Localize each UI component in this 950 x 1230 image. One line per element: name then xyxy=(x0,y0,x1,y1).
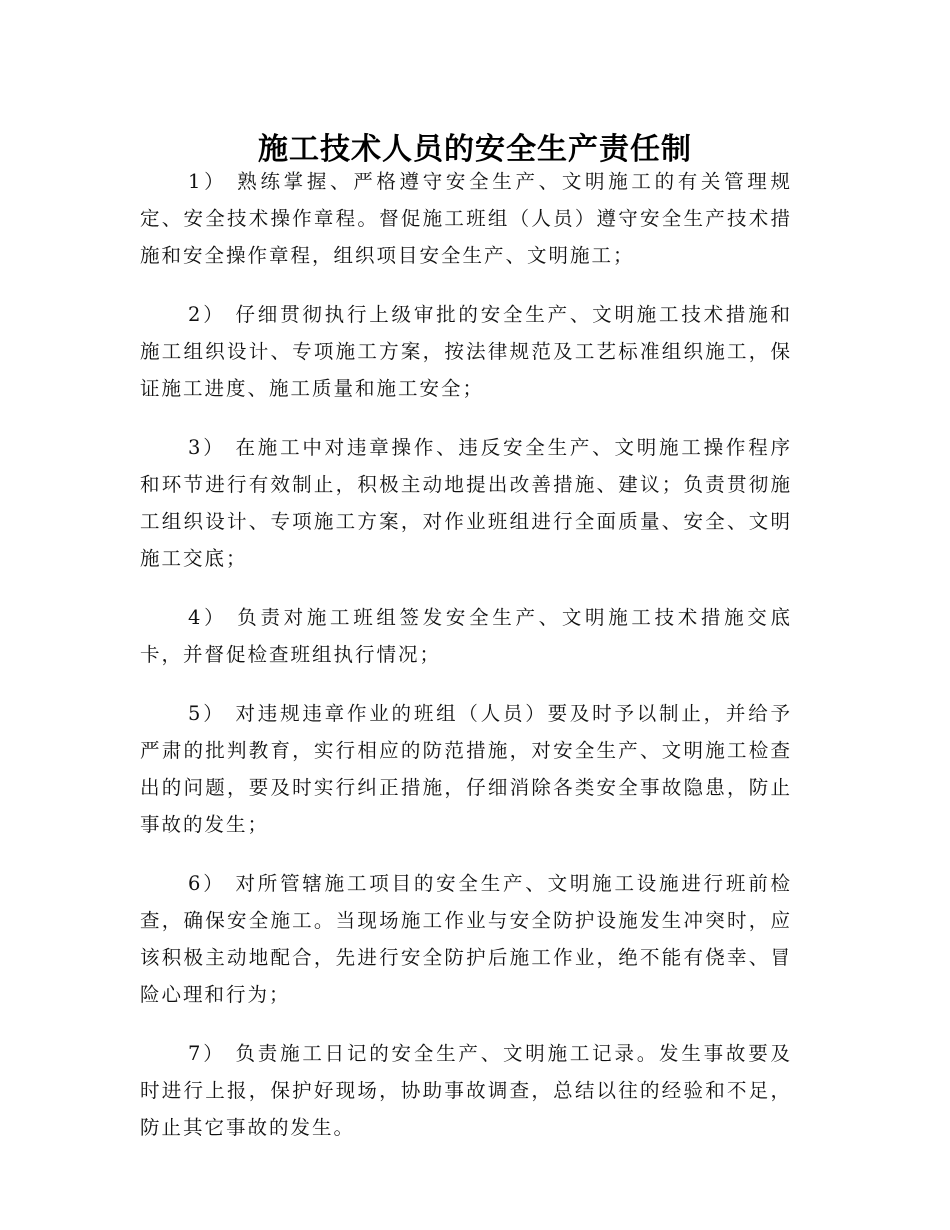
paragraph-1 xyxy=(140,163,792,274)
paragraph-number: 5） xyxy=(188,702,226,725)
paragraph-number: 4） xyxy=(188,606,228,629)
paragraph-number: 6） xyxy=(188,872,226,895)
paragraph-4 xyxy=(140,599,792,673)
document-title: 施工技术人员的安全生产责任制 xyxy=(258,132,692,168)
paragraph-text: 负责施工日记的安全生产、文明施工记录。发生事故要及时进行上报，保护好现场，协助事故调查，总结以往的经验和不足，防止其它事故的发生。 xyxy=(140,1042,792,1139)
paragraph-text: 对违规违章作业的班组（人员）要及时予以制止，并给予严肃的批判教育，实行相应的防范措施，对安全生产、文明施工检查出的问题，要及时实行纠正措施，仔细消除各类安全事故隐患，防止事故的发生； xyxy=(140,702,792,836)
paragraph-6 xyxy=(140,865,792,1013)
paragraph-text: 仔细贯彻执行上级审批的安全生产、文明施工技术措施和施工组织设计、专项施工方案，按法律规范及工艺标准组织施工，保证施工进度、施工质量和施工安全； xyxy=(140,303,792,400)
paragraph-text: 熟练掌握、严格遵守安全生产、文明施工的有关管理规定、安全技术操作章程。督促施工班组（人员）遵守安全生产技术措施和安全操作章程，组织项目安全生产、文明施工； xyxy=(140,170,792,267)
paragraph-7 xyxy=(140,1035,792,1146)
paragraph-number: 2） xyxy=(188,303,226,326)
paragraph-number: 1） xyxy=(188,170,228,193)
paragraph-5 xyxy=(140,695,792,843)
paragraph-number: 3） xyxy=(188,436,226,459)
paragraph-number: 7） xyxy=(188,1042,226,1065)
paragraph-text: 对所管辖施工项目的安全生产、文明施工设施进行班前检查，确保安全施工。当现场施工作业与安全防护设施发生冲突时，应该积极主动地配合，先进行安全防护后施工作业，绝不能有侥幸、冒险心理和行为； xyxy=(140,872,792,1006)
paragraph-text: 在施工中对违章操作、违反安全生产、文明施工操作程序和环节进行有效制止，积极主动地提出改善措施、建议；负责贯彻施工组织设计、专项施工方案，对作业班组进行全面质量、安全、文明施工交底； xyxy=(140,436,792,570)
paragraph-2 xyxy=(140,296,792,407)
document-body xyxy=(140,163,792,1168)
paragraph-text: 负责对施工班组签发安全生产、文明施工技术措施交底卡，并督促检查班组执行情况； xyxy=(140,606,792,666)
paragraph-3 xyxy=(140,429,792,577)
